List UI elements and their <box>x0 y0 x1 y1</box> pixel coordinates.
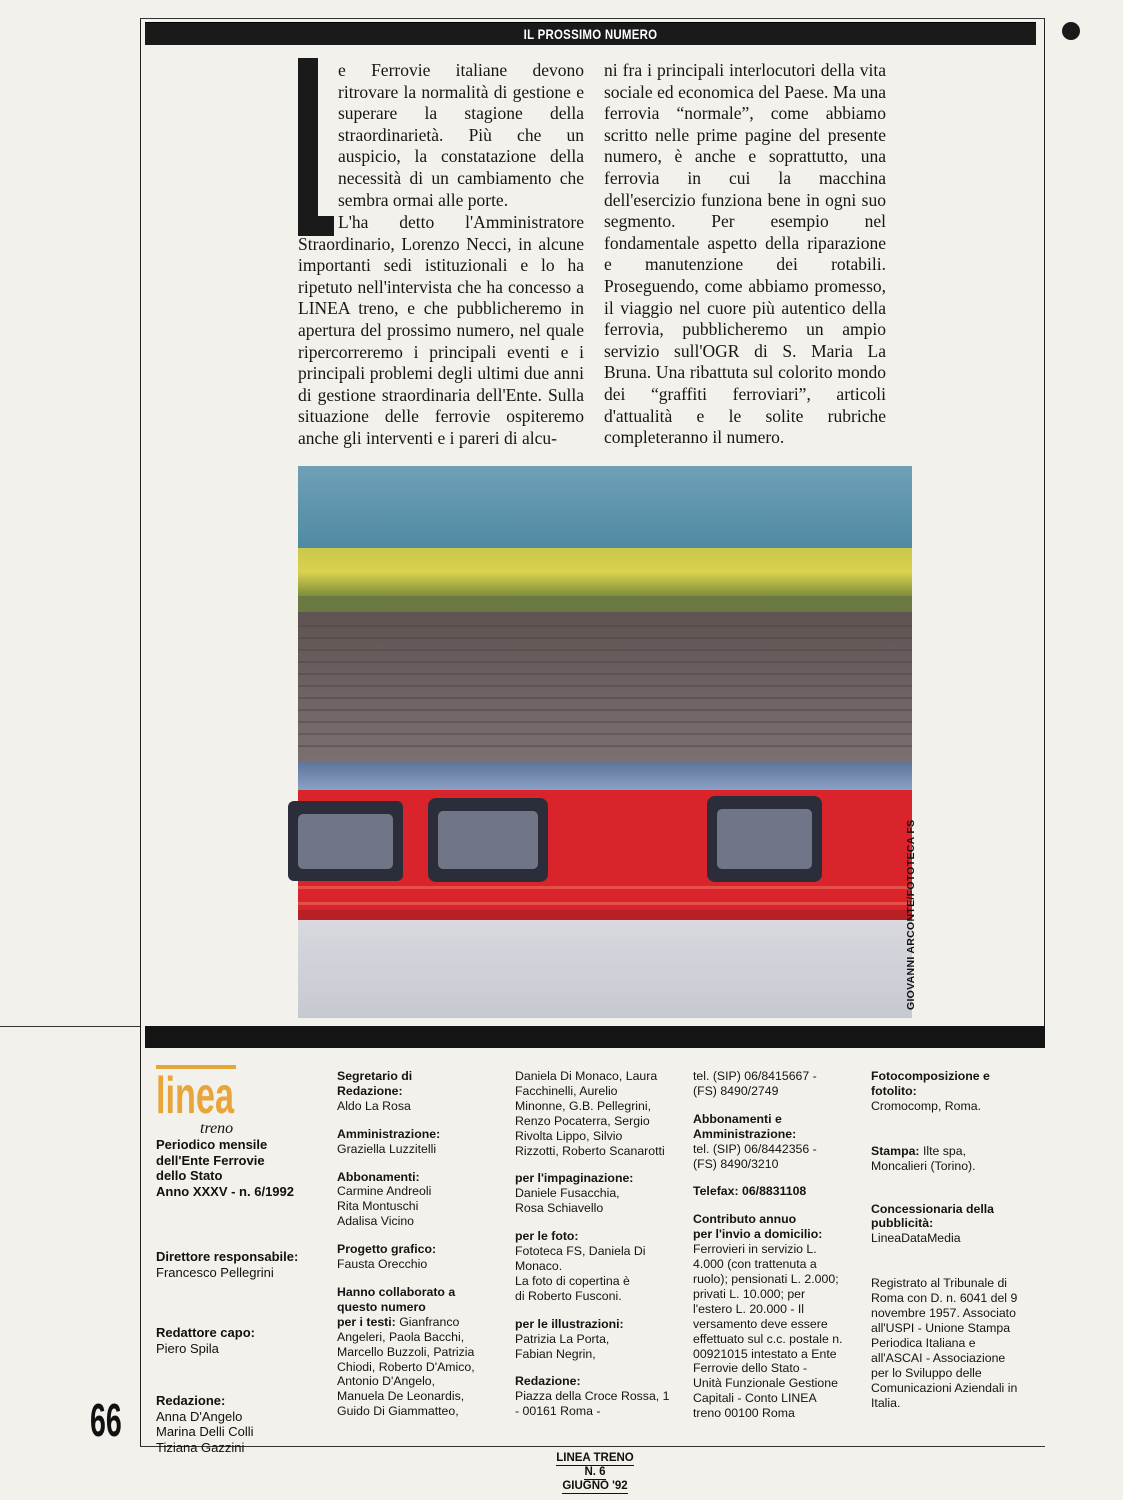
names-3: Minonne, G.B. Pellegrini, <box>515 1098 652 1113</box>
masthead-band <box>145 1026 1045 1048</box>
tel-1: tel. (SIP) 06/8415667 - <box>693 1069 817 1083</box>
tel-2: (FS) 8490/2749 <box>693 1083 779 1098</box>
bleed-through-left <box>0 1050 130 1350</box>
pub-line-4: Anno XXXV - n. 6/1992 <box>156 1183 294 1199</box>
contr-h1: Contributo annuo <box>693 1212 797 1227</box>
abb-tel-2: (FS) 8490/3210 <box>693 1156 779 1171</box>
seg-h1: Segretario di <box>337 1069 413 1083</box>
contr-7: effettuato sul c.c. postale n. <box>693 1331 843 1346</box>
redazione-2: Marina Delli Colli <box>156 1424 254 1439</box>
names-1: Daniela Di Monaco, Laura <box>515 1069 658 1083</box>
redazione-heading: Redazione: <box>156 1393 226 1408</box>
section-title: IL PROSSIMO NUMERO <box>523 26 658 42</box>
reg-9: Italia. <box>871 1395 901 1410</box>
imp-1: Daniele Fusacchia, <box>515 1186 620 1201</box>
footer-line-1: LINEA TRENO <box>556 1452 634 1464</box>
contr-12: treno 00100 Roma <box>693 1406 795 1421</box>
imp-heading: per l'impaginazione: <box>515 1171 634 1186</box>
abb-amm-h1: Abbonamenti e <box>693 1111 782 1126</box>
contr-4: privati L. 10.000; per <box>693 1286 806 1301</box>
masthead-col-d <box>693 1069 865 1421</box>
linea-treno-logo <box>156 1065 236 1137</box>
fotocomp-h2: fotolito: <box>871 1083 917 1098</box>
conc-h1: Concessionaria della <box>871 1201 995 1216</box>
foto-3: La foto di copertina è <box>515 1273 630 1288</box>
footer-issue <box>540 1452 650 1494</box>
amm-heading: Amministrazione: <box>337 1126 441 1141</box>
pub-line-3: dello Stato <box>156 1168 223 1183</box>
reg-8: Comunicazioni Aziendali in <box>871 1380 1018 1395</box>
contr-5: l'estero L. 20.000 - Il <box>693 1301 805 1316</box>
coll-3: Marcello Buzzoli, Patrizia <box>337 1344 475 1359</box>
reg-7: per lo Sviluppo delle <box>871 1365 982 1380</box>
abb-heading: Abbonamenti: <box>337 1169 420 1184</box>
article-col2-text: ni fra i principali interlocutori della vita sociale ed economica del Paese. Ma una ferrovia “normale”, come abbiamo scritto nelle prime pagine del presente numero, è anche e soprattutto, una ferrovia in cui la macchina dell'esercizio funziona bene in ogni suo segmento. Per esempio nel fondamentale aspetto della riparazione e manutenzione dei rotabili. Proseguendo, come abbiamo promesso, il viaggio nel cuore più autentico della ferrovia, pubblicheremo un ampio servizio sull'OGR di S. Maria La Bruna. Una ribattuta sul colorito mondo dei “graffiti ferroviari”, articoli d'attualità e le solite rubriche completeranno il numero. <box>604 60 886 448</box>
ill-1: Patrizia La Porta, <box>515 1331 610 1346</box>
pub-line-2: dell'Ente Ferrovie <box>156 1152 265 1168</box>
reg-5: Periodica Italiana e <box>871 1335 976 1350</box>
fotocomp-h1: Fotocomposizione e <box>871 1069 990 1083</box>
left-band-rule <box>0 1026 140 1027</box>
coll-2: Angeleri, Paola Bacchi, <box>337 1329 465 1344</box>
contr-6: versamento deve essere <box>693 1316 828 1331</box>
masthead-col-a <box>156 1137 306 1455</box>
reg-6: all'ASCAI - Associazione <box>871 1350 1006 1365</box>
seg-h2: Redazione: <box>337 1083 403 1098</box>
coll-5: Antonio D'Angelo, <box>337 1374 436 1389</box>
page-number: 66 <box>90 1394 122 1446</box>
conc-name: LineaDataMedia <box>871 1231 961 1246</box>
footer-line-3: GIUGNO '92 <box>562 1480 628 1492</box>
contr-11: Capitali - Conto LINEA <box>693 1391 817 1406</box>
abb-amm-h2: Amministrazione: <box>693 1126 797 1141</box>
red-1: Piazza della Croce Rossa, 1 <box>515 1389 670 1404</box>
foto-1: Fototeca FS, Daniela Di <box>515 1244 646 1259</box>
foto-4: di Roberto Fusconi. <box>515 1288 622 1303</box>
coll-6: Manuela De Leonardis, <box>337 1389 465 1404</box>
red-2: - 00161 Roma - <box>515 1404 601 1419</box>
amm-name: Graziella Luzzitelli <box>337 1141 437 1156</box>
contr-1: Ferrovieri in servizio L. <box>693 1242 817 1257</box>
fotocomp-name: Cromocomp, Roma. <box>871 1098 982 1113</box>
ill-heading: per le illustrazioni: <box>515 1316 624 1331</box>
reg-1: Registrato al Tribunale di <box>871 1276 1008 1291</box>
article-col1-text <box>298 211 584 450</box>
chief-name: Piero Spila <box>156 1340 219 1356</box>
reg-4: all'USPI - Unione Stampa <box>871 1320 1011 1335</box>
dropcap-l <box>298 58 334 236</box>
bullet-dot <box>1062 22 1080 40</box>
pub-line-1: Periodico mensile <box>156 1137 268 1152</box>
names-5: Rivolta Lippo, Silvio <box>515 1128 623 1143</box>
stampa-2: Moncalieri (Torino). <box>871 1158 976 1173</box>
names-2: Facchinelli, Aurelio <box>515 1083 618 1098</box>
imp-2: Rosa Schiavello <box>515 1201 604 1216</box>
abb-2: Rita Montuschi <box>337 1199 419 1214</box>
foto-heading: per le foto: <box>515 1229 579 1244</box>
seg-name: Aldo La Rosa <box>337 1098 411 1113</box>
stampa-1: Ilte spa, <box>922 1143 967 1158</box>
footer-line-2: N. 6 <box>584 1466 606 1478</box>
coll-7: Guido Di Giammatteo, <box>337 1404 459 1419</box>
foto-2: Monaco. <box>515 1258 563 1273</box>
reg-2: Roma con D. n. 6041 del 9 <box>871 1291 1018 1306</box>
article-lead-text: e Ferrovie italiane devono ritrovare la normalità di gestione e superare la stagione della straordinarietà. Più che un auspicio, la constatazione della necessità di un cambiamento che sembra ormai alle porte. <box>338 60 584 210</box>
red-heading: Redazione: <box>515 1374 581 1389</box>
telefax: Telefax: 06/8831108 <box>693 1184 807 1199</box>
coll-h1: Hanno collaborato a <box>337 1284 456 1299</box>
abb-tel-1: tel. (SIP) 06/8442356 - <box>693 1141 817 1156</box>
redazione-1: Anna D'Angelo <box>156 1408 243 1424</box>
top-rule <box>140 18 1045 19</box>
train-photo <box>298 466 912 1018</box>
contr-2: 4.000 (con trattenuta a <box>693 1257 817 1272</box>
contr-10: Unità Funzionale Gestione <box>693 1376 838 1391</box>
abb-1: Carmine Andreoli <box>337 1184 432 1199</box>
photo-credit: GIOVANNI ARCONTE/FOTOTECA FS <box>905 819 917 1010</box>
contr-3: ruolo); pensionati L. 2.000; <box>693 1271 839 1286</box>
chief-heading: Redattore capo: <box>156 1325 255 1340</box>
reg-3: novembre 1957. Associato <box>871 1306 1016 1321</box>
director-name: Francesco Pellegrini <box>156 1264 274 1280</box>
contr-h2: per l'invio a domicilio: <box>693 1227 823 1242</box>
abb-3: Adalisa Vicino <box>337 1214 415 1229</box>
masthead-col-b <box>337 1069 507 1419</box>
conc-h2: pubblicità: <box>871 1216 934 1231</box>
coll-1: Gianfranco <box>399 1314 460 1329</box>
contr-9: Ferrovie dello Stato - <box>693 1361 808 1376</box>
director-heading: Direttore responsabile: <box>156 1249 299 1264</box>
svg-text:linea: linea <box>156 1067 235 1125</box>
masthead-col-c <box>515 1069 690 1419</box>
coll-h2: questo numero <box>337 1299 426 1314</box>
coll-4: Chiodi, Roberto D'Amico, <box>337 1359 475 1374</box>
masthead-col-e <box>871 1069 1043 1410</box>
redazione-3: Tiziana Gazzini <box>156 1439 245 1455</box>
names-4: Renzo Pocaterra, Sergio <box>515 1113 650 1128</box>
section-header <box>145 22 1036 45</box>
right-rule <box>1044 18 1045 1030</box>
stampa-heading: Stampa: <box>871 1143 920 1158</box>
prog-heading: Progetto grafico: <box>337 1242 437 1257</box>
svg-text:treno: treno <box>200 1120 234 1137</box>
left-rule <box>140 18 141 1446</box>
coll-h3: per i testi: <box>337 1314 396 1329</box>
bleed-through-right <box>915 60 1095 1020</box>
article-col1-body: L'ha detto l'Amministratore Straordinario, Lorenzo Necci, in alcune importanti sedi istituzionali e lo ha ripetuto nell'intervista che ha concesso a LINEA treno, e che pubblicheremo in apertura del prossimo numero, nel quale ripercorreremo i principali eventi e i principali problemi degli ultimi due anni di gestione straordinaria dell'Ente. Sulla situazione delle ferrovie ospiteremo anche gli interventi e i pareri di alcu- <box>298 212 584 448</box>
ill-2: Fabian Negrin, <box>515 1346 596 1361</box>
prog-name: Fausta Orecchio <box>337 1257 428 1272</box>
contr-8: 00921015 intestato a Ente <box>693 1346 837 1361</box>
names-6: Rizzotti, Roberto Scanarotti <box>515 1143 665 1158</box>
